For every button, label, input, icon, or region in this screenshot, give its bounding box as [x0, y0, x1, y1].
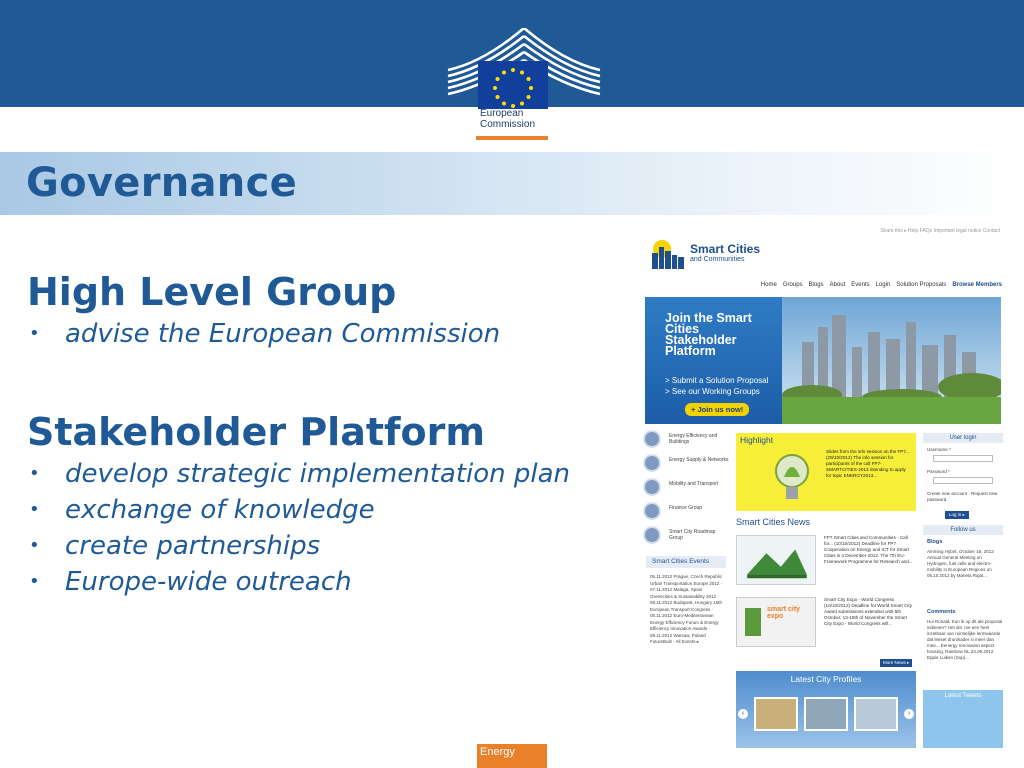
site-top-links: Share this ▸ Help FAQs Important legal notice Contact — [880, 228, 1000, 234]
site-main-menu — [761, 282, 1002, 288]
footer-label: Energy — [480, 746, 515, 758]
group-icon — [643, 430, 661, 448]
news-heading: Smart Cities News — [736, 517, 811, 527]
lightbulb-icon — [770, 451, 814, 507]
stakeholder-platform-bullets — [27, 456, 570, 600]
section-heading-stakeholder-platform: Stakeholder Platform — [27, 410, 485, 454]
city-skyline-icon — [648, 239, 688, 269]
comments-section — [927, 609, 1003, 615]
bullet-icon: • — [29, 323, 40, 344]
tweets-heading: Latest Tweets — [944, 693, 982, 699]
news-thumbnail — [736, 535, 816, 585]
menu-item-events[interactable]: Events — [851, 282, 870, 288]
menu-item-groups[interactable]: Groups — [782, 282, 803, 288]
submit-solution-link[interactable]: > Submit a Solution Proposal — [665, 376, 769, 385]
login-heading: User login — [923, 433, 1003, 443]
blogs-text: Amming Hybrit, October 16, 2012 Annual General Meeting on Hydrogen, fuel cells and electro-mobility in European Regions on 05.10.2012 by Mariela Rajat... — [927, 549, 994, 578]
hero-links — [665, 375, 768, 397]
european-commission-logo — [444, 28, 604, 144]
eu-flag-icon — [478, 61, 548, 109]
city-skyline-photo — [782, 297, 1001, 424]
more-news-button[interactable]: More News ▸ — [880, 659, 912, 667]
logo-text — [480, 108, 535, 130]
password-label: Password * — [927, 469, 950, 474]
bullet-icon: • — [29, 535, 40, 556]
expo-logo-icon — [745, 608, 761, 636]
hero-title-line: Platform — [665, 344, 716, 358]
latest-tweets-box — [923, 690, 1003, 748]
website-screenshot — [640, 225, 1006, 750]
account-links[interactable]: Create new account · Request new password — [927, 491, 998, 502]
group-finance[interactable] — [643, 502, 729, 524]
bullet-icon: • — [29, 463, 40, 484]
group-energy-efficiency[interactable] — [643, 430, 729, 452]
news-item[interactable] — [736, 597, 916, 653]
menu-item-browse-members[interactable]: Browse Members — [952, 282, 1002, 288]
group-icon — [643, 526, 661, 544]
group-label: Smart City Roadmap Group — [669, 529, 716, 541]
bullet-icon: • — [29, 499, 40, 520]
site-left-sidebar — [640, 428, 730, 748]
news-text: Smart City Expo - World Congress (10/10/2012) Deadline for World Smart City Award submissions extended until 5th October, 13-15th of November the Smart City Expo - World Congress will... — [824, 597, 913, 626]
expo-logo-text: smart city expo — [767, 606, 801, 620]
hero-title-line: Join the Smart — [665, 311, 752, 325]
hero-title — [665, 313, 785, 357]
profile-thumbnail[interactable] — [854, 697, 898, 731]
login-button[interactable]: Log in ▸ — [945, 511, 969, 519]
group-roadmap[interactable] — [643, 526, 729, 548]
menu-item-about[interactable]: About — [829, 282, 846, 288]
events-list: 05.11.2012 Prague, Czech Republic Urban Transportation Europe 2012 · 07.11.2012 Malaga, Spain Greencities & Sustainability 2012 · 08.11.2012 Budapest, Hungary 15th European Transport Congress · 08.11.2012 Euro-Mediterranean Energy Efficiency Forum & Energy Efficiency Innovation Awards · 08.11.2012 Warsaw, Poland FutureBuilt · All Events ▸ — [650, 574, 723, 644]
high-level-group-bullets — [27, 316, 500, 352]
menu-item-home[interactable]: Home — [760, 282, 777, 288]
working-groups-link[interactable]: > See our Working Groups — [665, 387, 760, 396]
comments-heading: Comments — [927, 609, 956, 615]
news-text: FP7 Smart Cities and Communities - Call for... (10/10/2012) Deadline for FP7 Cooperation on Energy and ICT for Smart Cities is 4 December 2012. The 7th EU-Framework Programme for Research and... — [824, 535, 913, 564]
username-label: Username * — [927, 447, 951, 452]
bullet-item — [27, 492, 570, 528]
highlight-box[interactable] — [736, 433, 916, 511]
group-label: Energy Supply & Networks — [669, 457, 729, 463]
events-heading: Smart Cities Events — [646, 556, 726, 568]
group-label: Mobility and Transport — [669, 481, 719, 487]
bullet-text: Europe-wide outreach — [65, 567, 352, 597]
bullet-text: exchange of knowledge — [65, 495, 375, 525]
site-logo-title: Smart Cities — [690, 242, 761, 256]
menu-item-blogs[interactable]: Blogs — [808, 282, 824, 288]
highlight-text: Slides from the info session on the FP7... (29/10/2012) The info session for participants of the call FP7-SMARTCITIES-2013 intending to apply for topic ENERGY2013... — [826, 449, 910, 478]
highlight-label: Highlight — [736, 433, 777, 447]
group-energy-supply[interactable] — [643, 454, 729, 476]
bullet-icon: • — [29, 571, 40, 592]
bullet-item — [27, 316, 500, 352]
slide-title: Governance — [26, 160, 298, 206]
city-profiles-carousel — [736, 671, 916, 748]
username-input[interactable] — [933, 455, 993, 462]
carousel-prev-icon[interactable]: ‹ — [738, 709, 748, 719]
profiles-heading: Latest City Profiles — [790, 674, 862, 684]
hero-banner — [645, 297, 1001, 424]
group-mobility[interactable] — [643, 478, 729, 500]
news-thumbnail — [736, 597, 816, 647]
profile-thumbnail[interactable] — [804, 697, 848, 731]
menu-item-login[interactable]: Login — [875, 282, 891, 288]
carousel-next-icon[interactable]: › — [904, 709, 914, 719]
group-icon — [643, 502, 661, 520]
follow-us-heading[interactable]: Follow us — [923, 525, 1003, 535]
logo-underline — [476, 136, 548, 140]
blogs-heading: Blogs — [927, 539, 943, 545]
password-input[interactable] — [933, 477, 993, 484]
bullet-item — [27, 456, 570, 492]
site-right-sidebar — [923, 433, 1005, 748]
news-item[interactable] — [736, 535, 916, 591]
bullet-item — [27, 528, 570, 564]
menu-item-solution-proposals[interactable]: Solution Proposals — [896, 282, 947, 288]
group-label: Finance Group — [669, 505, 703, 511]
hero-title-line: Cities — [665, 322, 700, 336]
bullet-text: advise the European Commission — [65, 319, 501, 349]
profile-thumbnail[interactable] — [754, 697, 798, 731]
section-heading-high-level-group: High Level Group — [27, 270, 397, 314]
hero-title-line: Stakeholder — [665, 333, 737, 347]
blogs-section — [927, 539, 1003, 545]
group-label: Energy Efficiency and Buildings — [669, 433, 718, 445]
bullet-text: create partnerships — [65, 531, 321, 561]
group-icon — [643, 478, 661, 496]
logo-line-2: Commission — [480, 119, 536, 130]
comments-text: Hoi Ronald, Kun ik op dit ale proposal indienen? Het stit. me een heel inzetbaar van ruimtelijke lermwaarde dat leeset drumkader si meer dan mee... Eenergy renovation aspect housing, Rainbow NL 23.09.2012 Eppie Luiken (Sup)... — [927, 619, 1003, 660]
logo-line-1: European — [480, 108, 524, 119]
site-logo-subtitle: and Communities — [690, 256, 745, 263]
bullet-item — [27, 564, 570, 600]
group-icon — [643, 454, 661, 472]
bullet-text: develop strategic implementation plan — [65, 459, 571, 489]
join-button[interactable]: + Join us now! — [685, 403, 749, 416]
